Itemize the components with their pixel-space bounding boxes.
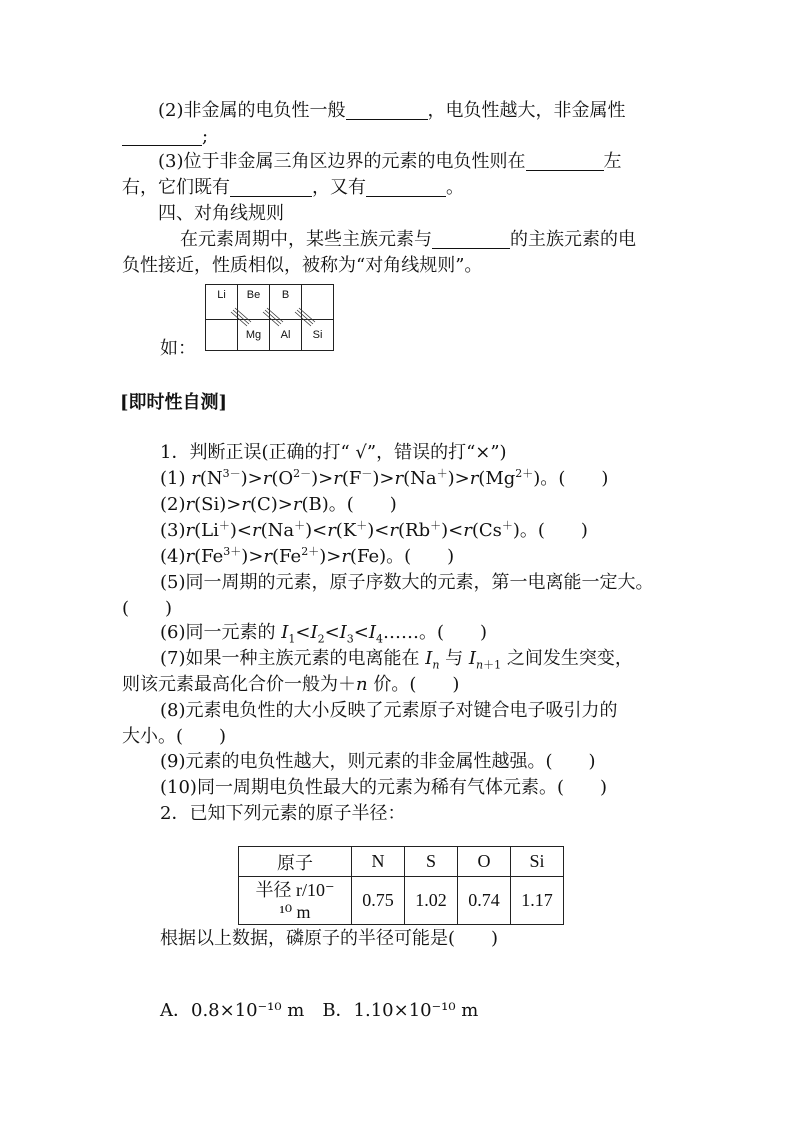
diagonal-hatch-arrow bbox=[295, 308, 315, 326]
table-cell: 1.02 bbox=[405, 877, 458, 925]
diagonal-hatch-arrow bbox=[263, 308, 283, 326]
fill-blank bbox=[432, 228, 510, 249]
q1-item-2: (2)r(Si)>r(C)>r(B)。( ) bbox=[160, 494, 397, 515]
fill-blank bbox=[366, 176, 446, 197]
answer-paren: ( ) bbox=[545, 751, 596, 772]
line-text: (10)同一周期电负性最大的元素为稀有气体元素。 bbox=[160, 777, 557, 798]
answer-paren: ( ) bbox=[409, 674, 460, 695]
q1-item-6: (6)同一元素的 $I_1<I_2<I_3<I_4\dots\dots$。( ) bbox=[160, 622, 488, 646]
fill-blank bbox=[122, 125, 202, 146]
row-label-cell bbox=[239, 877, 352, 925]
element-cell: Mg bbox=[238, 320, 270, 351]
q1-item-8: (8)元素电负性的大小反映了元素原子对键合电子吸引力的 bbox=[160, 700, 618, 721]
table-cell: 1.17 bbox=[511, 877, 564, 925]
q1-item-5: (5)同一周期的元素，原子序数大的元素，第一电离能一定大。 bbox=[160, 572, 654, 593]
line-text: 的主族元素的电 bbox=[510, 229, 636, 250]
example-label: 如： bbox=[160, 338, 196, 359]
element-cell: Si bbox=[302, 320, 334, 351]
line-text: (3)位于非金属三角区边界的元素的电负性则在 bbox=[158, 151, 526, 172]
answer-paren: ( ) bbox=[176, 726, 227, 747]
answer-options: A．0.8×10⁻¹⁰ m B．1.10×10⁻¹⁰ m bbox=[160, 1000, 479, 1021]
line-text: (9)元素的电负性越大，则元素的非金属性越强。 bbox=[160, 751, 546, 772]
fill-blank bbox=[526, 150, 604, 171]
answer-paren: ( ) bbox=[556, 777, 607, 798]
line-text: 左 bbox=[603, 151, 622, 172]
table-cell: 0.75 bbox=[352, 877, 405, 925]
line-text: 。 bbox=[446, 177, 464, 198]
section-title: [即时性自测] bbox=[120, 392, 228, 413]
text-line-2-cont bbox=[122, 124, 208, 150]
question-2-prompt: 根据以上数据，磷原子的半径可能是( ) bbox=[160, 928, 499, 949]
line-text: 大小。 bbox=[122, 726, 176, 747]
answer-paren: ( ) bbox=[346, 494, 397, 515]
section-heading: 四、对角线规则 bbox=[158, 203, 284, 224]
table-header-cell: Si bbox=[511, 847, 564, 877]
text-line-7: 负性接近，性质相似，被称为“对角线规则”。 bbox=[122, 255, 483, 276]
q1-item-7: (7)如果一种主族元素的电离能在 $I_n$ 与 $I_{n+1}$ 之间发生突变， bbox=[160, 648, 633, 672]
row-label-line: ¹⁰ m bbox=[279, 901, 311, 922]
line-text: 右，它们既有 bbox=[122, 177, 230, 198]
text-line-3-cont bbox=[122, 175, 464, 201]
q1-item-10 bbox=[160, 775, 607, 801]
q1-item-4: $(4)r(Fe^{3+})>r(Fe^{2+})>r(Fe)$。( ) bbox=[160, 545, 455, 567]
table-header-cell: N bbox=[352, 847, 405, 877]
answer-paren: ( ) bbox=[404, 546, 455, 567]
answer-paren: ( ) bbox=[437, 622, 488, 643]
line-text: ，又有 bbox=[312, 177, 366, 198]
line-text: 在元素周期中，某些主族元素与 bbox=[180, 229, 432, 250]
fill-blank bbox=[346, 99, 428, 120]
text-line-2 bbox=[158, 98, 626, 124]
element-cell: Be bbox=[238, 285, 270, 320]
q1-item-1: (1) $r(N^{3-})>r(O^{2-})>r(F^-)>r(Na^+)>r(Mg^{2+})$。( ) bbox=[160, 467, 609, 489]
element-cell: Al bbox=[270, 320, 302, 351]
q1-item-5-paren: ( ) bbox=[122, 598, 173, 619]
table-header-cell: S bbox=[405, 847, 458, 877]
line-text: (2)非金属的电负性一般 bbox=[158, 100, 346, 121]
question-1-title: 1．判断正误(正确的打“ √”，错误的打“×”) bbox=[160, 442, 507, 463]
q1-item-3: (3)r(Li＋)<r(Na＋)<r(K＋)<r(Rb＋)<r(Cs＋)。( ) bbox=[160, 519, 588, 541]
text-line-6 bbox=[180, 227, 636, 253]
diagonal-arrows bbox=[205, 284, 345, 354]
table-header-cell: 原子 bbox=[239, 847, 352, 877]
text-line-3 bbox=[158, 149, 622, 175]
q1-item-8-cont bbox=[122, 724, 226, 750]
table-header-cell: O bbox=[458, 847, 511, 877]
answer-paren: ( ) bbox=[537, 520, 588, 541]
q1-item-7-cont: 则该元素最高化合价一般为＋n 价。( ) bbox=[122, 674, 460, 695]
line-text: ，电负性越大，非金属性 bbox=[427, 100, 626, 121]
q1-item-9 bbox=[160, 749, 596, 775]
row-label-line: 半径 r/10⁻ bbox=[255, 879, 335, 900]
element-cell: B bbox=[270, 285, 302, 320]
answer-paren: ( ) bbox=[558, 468, 609, 489]
fill-blank bbox=[230, 176, 312, 197]
atomic-radius-table bbox=[238, 846, 564, 925]
table-cell: 0.74 bbox=[458, 877, 511, 925]
element-cell: Li bbox=[206, 285, 238, 320]
question-2-title: 2．已知下列元素的原子半径： bbox=[160, 803, 406, 824]
diagonal-hatch-arrow bbox=[231, 308, 251, 326]
line-text: ; bbox=[202, 126, 209, 147]
